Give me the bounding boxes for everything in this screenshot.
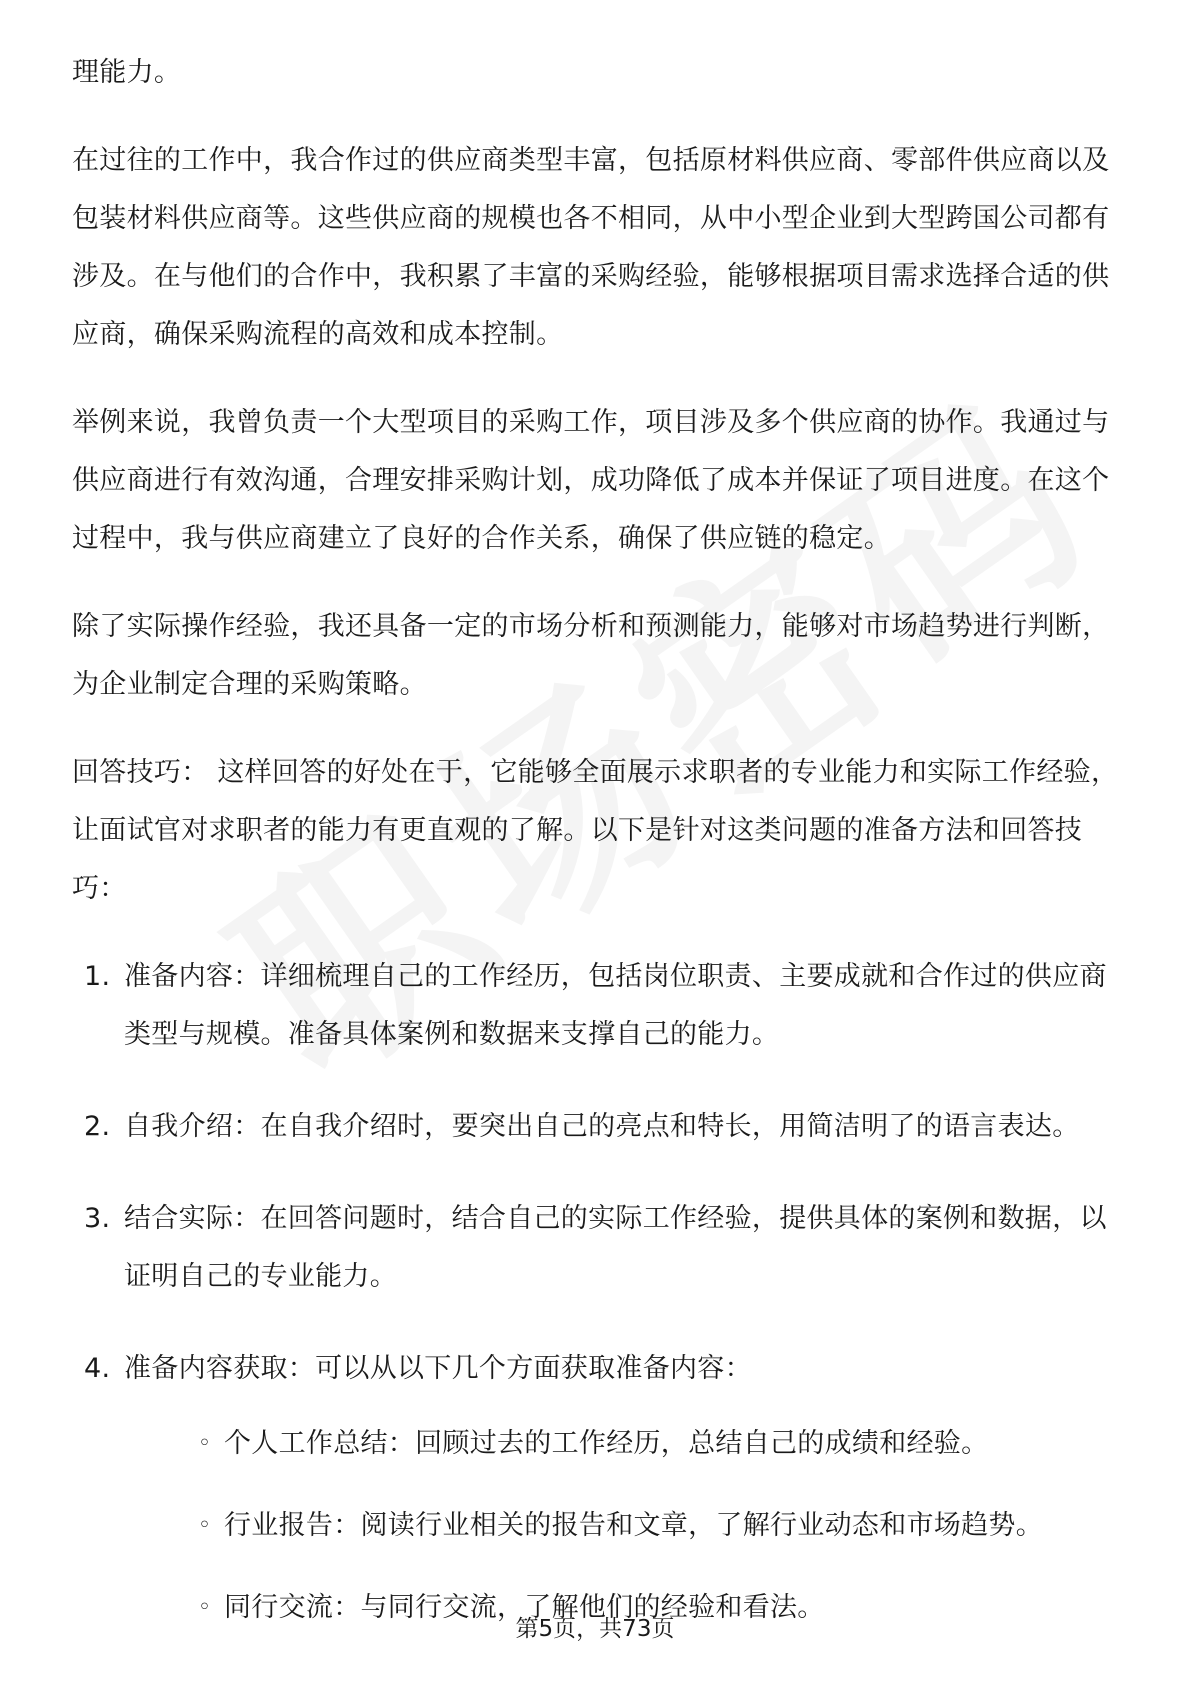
list-item-text: 自我介绍：在自我介绍时，要突出自己的亮点和特长，用简洁明了的语言表达。	[124, 1111, 1080, 1142]
sub-list-item-text: 行业报告：阅读行业相关的报告和文章，了解行业动态和市场趋势。	[224, 1510, 1043, 1541]
list-item	[72, 1098, 1122, 1156]
tips-list	[72, 948, 1122, 1632]
list-number: 2.	[84, 1111, 111, 1142]
paragraph-answer-tips: 回答技巧： 这样回答的好处在于，它能够全面展示求职者的专业能力和实际工作经验，让面试官对求职者的能力有更直观的了解。以下是针对这类问题的准备方法和回答技巧：	[72, 757, 1119, 904]
list-item-text: 结合实际：在回答问题时，结合自己的实际工作经验，提供具体的案例和数据，以证明自己的专业能力。	[124, 1203, 1107, 1292]
list-number: 4.	[84, 1353, 111, 1384]
sub-list-item	[124, 1420, 1122, 1468]
page-number: 第5页，共73页	[515, 1616, 675, 1642]
bullet-icon: ◦	[198, 1595, 212, 1620]
sub-list	[124, 1420, 1122, 1632]
list-item	[72, 948, 1122, 1064]
paragraph-supplier-types: 在过往的工作中，我合作过的供应商类型丰富，包括原材料供应商、零部件供应商以及包装材料供应商等。这些供应商的规模也各不相同，从中小型企业到大型跨国公司都有涉及。在与他们的合作中，我积累了丰富的采购经验，能够根据项目需求选择合适的供应商，确保采购流程的高效和成本控制。	[72, 145, 1110, 350]
list-item	[72, 1190, 1122, 1306]
list-item	[72, 1340, 1122, 1632]
list-number: 1.	[84, 961, 111, 992]
list-item-text: 准备内容：详细梳理自己的工作经历，包括岗位职责、主要成就和合作过的供应商类型与规模。准备具体案例和数据来支撑自己的能力。	[124, 961, 1107, 1050]
sub-list-item-text: 个人工作总结：回顾过去的工作经历，总结自己的成绩和经验。	[224, 1428, 989, 1459]
list-number: 3.	[84, 1203, 111, 1234]
paragraph-market-analysis: 除了实际操作经验，我还具备一定的市场分析和预测能力，能够对市场趋势进行判断，为企业制定合理的采购策略。	[72, 611, 1110, 700]
sub-list-item-text: 同行交流：与同行交流，了解他们的经验和看法。	[224, 1592, 825, 1623]
list-item-text: 准备内容获取：可以从以下几个方面获取准备内容：	[124, 1353, 752, 1384]
sub-list-item	[124, 1502, 1122, 1550]
bullet-icon: ◦	[198, 1513, 212, 1538]
paragraph-continuation: 理能力。	[72, 57, 182, 88]
paragraph-example: 举例来说，我曾负责一个大型项目的采购工作，项目涉及多个供应商的协作。我通过与供应商进行有效沟通，合理安排采购计划，成功降低了成本并保证了项目进度。在这个过程中，我与供应商建立了良好的合作关系，确保了供应链的稳定。	[72, 407, 1110, 554]
document-body	[72, 44, 1122, 1642]
bullet-icon: ◦	[198, 1431, 212, 1456]
